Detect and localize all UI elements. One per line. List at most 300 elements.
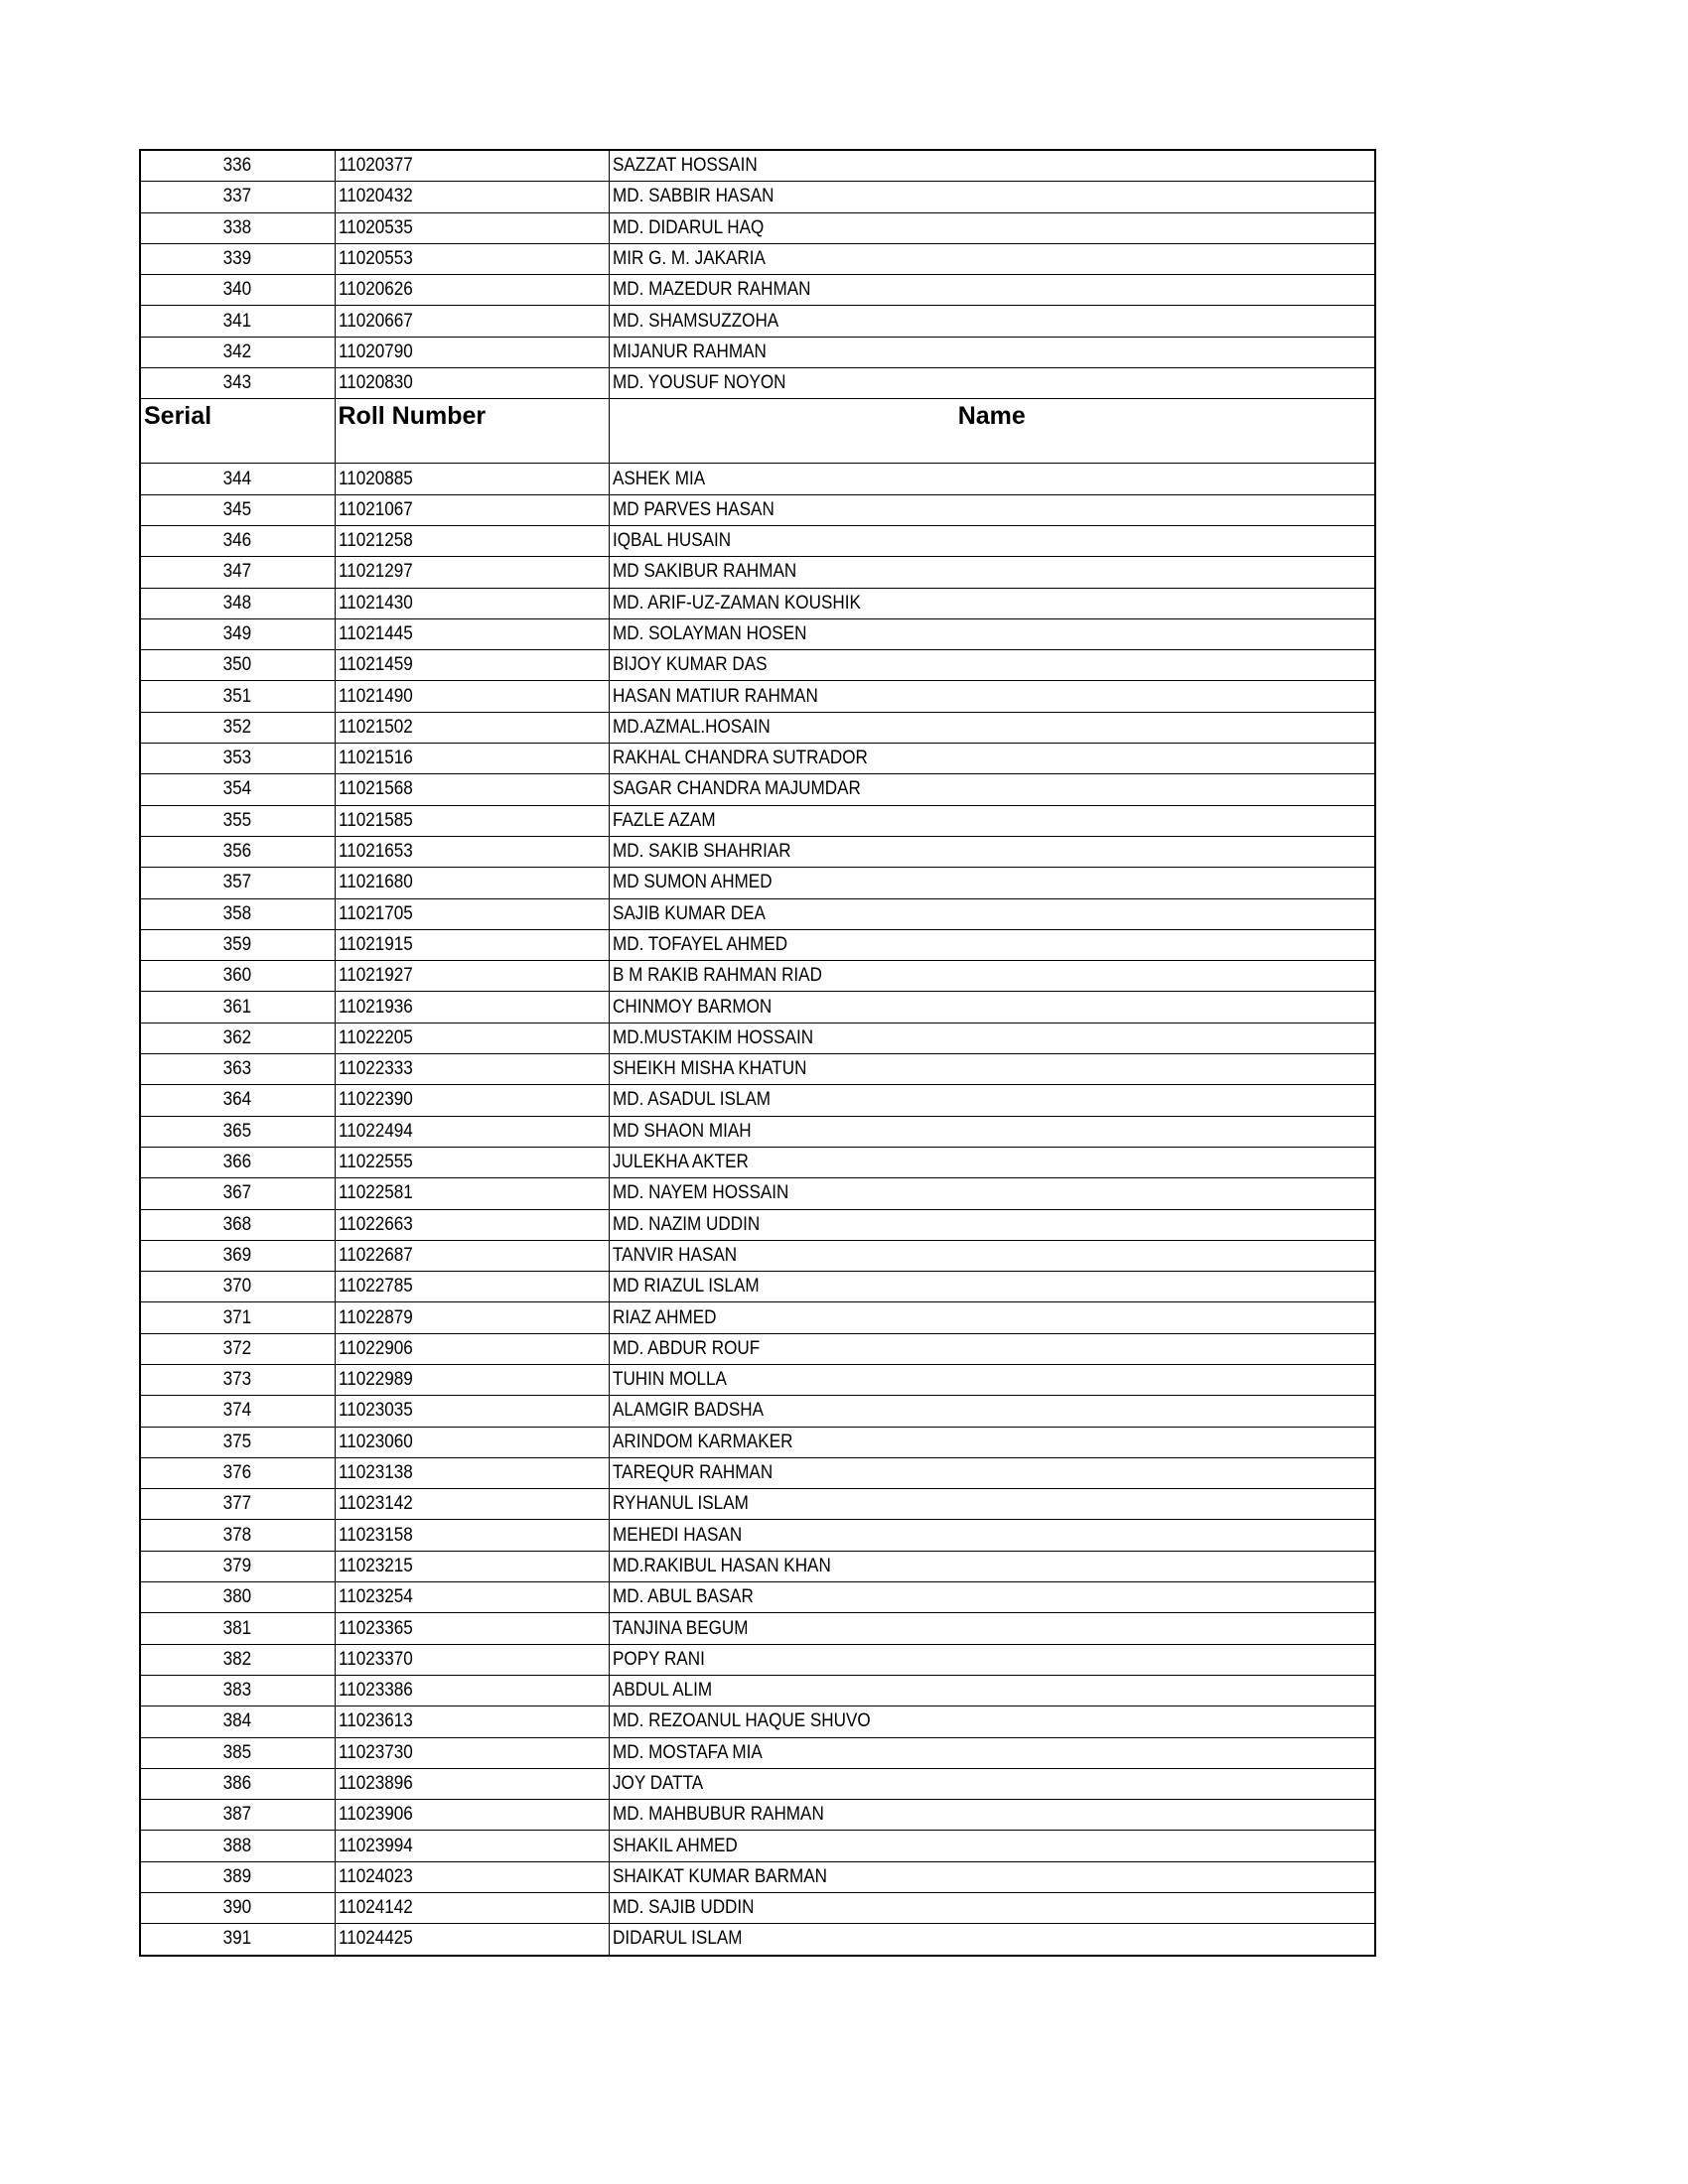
roll-number-cell-text: 11024023 [338,1865,413,1887]
name-cell [609,898,1375,929]
serial-cell-text: 337 [222,186,252,207]
name-cell [609,650,1375,681]
name-cell [609,1706,1375,1737]
name-cell-text: MD. MAHBUBUR RAHMAN [612,1804,824,1826]
roll-number-cell-text: 11023254 [338,1586,413,1608]
table-row [140,1272,1375,1302]
serial-cell [140,337,335,367]
serial-cell [140,961,335,992]
name-cell [609,1272,1375,1302]
name-cell-text: MD. ASADUL ISLAM [612,1089,771,1111]
name-cell [609,1023,1375,1053]
name-cell [609,1489,1375,1520]
serial-cell-text: 375 [222,1431,252,1452]
roll-number-cell-text: 11023035 [338,1400,413,1422]
roll-number-cell [335,1706,609,1737]
name-cell-text: TANVIR HASAN [612,1244,737,1266]
name-cell [609,1209,1375,1240]
name-cell-text: MD. SAKIB SHAHRIAR [612,841,791,863]
roll-number-cell-text: 11023896 [338,1772,413,1794]
table-row [140,992,1375,1023]
serial-cell [140,1551,335,1581]
table-row [140,1240,1375,1271]
roll-number-cell [335,992,609,1023]
serial-cell [140,1520,335,1551]
roll-number-cell-text: 11021927 [338,965,413,987]
serial-cell [140,306,335,337]
roll-number-cell-text: 11020830 [338,372,413,394]
serial-cell [140,1800,335,1831]
name-cell [609,212,1375,243]
table-row [140,1551,1375,1581]
name-cell [609,1147,1375,1177]
serial-cell [140,1396,335,1427]
table-row [140,494,1375,525]
name-cell [609,1178,1375,1209]
table-row [140,1364,1375,1395]
name-cell [609,1924,1375,1956]
roll-number-cell-text: 11021067 [338,498,413,520]
roll-number-cell [335,1737,609,1768]
serial-cell-text: 369 [222,1244,252,1266]
roll-number-cell [335,1768,609,1799]
roll-number-cell-text: 11023365 [338,1617,413,1639]
roll-number-cell [335,868,609,898]
table-body-top [140,150,1375,399]
name-cell [609,1582,1375,1613]
roll-number-cell-text: 11020432 [338,186,413,207]
roll-number-cell-text: 11021680 [338,872,413,893]
table-body-bottom [140,464,1375,1956]
table-row [140,1831,1375,1861]
table-row [140,1893,1375,1924]
serial-cell-text: 348 [222,592,252,614]
serial-cell-text: 381 [222,1617,252,1639]
serial-cell-text: 355 [222,809,252,831]
name-cell [609,588,1375,618]
name-cell [609,1893,1375,1924]
header-name: Name [609,399,1375,464]
serial-cell-text: 378 [222,1524,252,1546]
name-cell [609,961,1375,992]
roll-number-cell [335,805,609,836]
roll-number-cell-text: 11021915 [338,933,413,955]
table-row [140,836,1375,867]
roll-number-cell-text: 11023906 [338,1804,413,1826]
serial-cell-text: 353 [222,748,252,769]
serial-cell [140,618,335,649]
roll-number-cell [335,618,609,649]
roll-number-cell-text: 11020377 [338,155,413,177]
serial-cell [140,898,335,929]
roll-number-cell [335,1023,609,1053]
roll-number-cell [335,337,609,367]
name-cell [609,1427,1375,1457]
name-cell [609,494,1375,525]
serial-cell-text: 338 [222,216,252,238]
table-row [140,1333,1375,1364]
serial-cell [140,1302,335,1333]
roll-number-cell [335,1675,609,1706]
serial-cell [140,1457,335,1488]
name-cell [609,1085,1375,1116]
name-cell [609,1054,1375,1085]
name-cell [609,525,1375,556]
name-cell [609,1457,1375,1488]
name-cell-text: MD. SAJIB UDDIN [612,1897,755,1919]
roll-number-cell [335,494,609,525]
roll-list-table [139,149,1376,1957]
serial-cell [140,868,335,898]
roll-number-cell-text: 11021258 [338,530,413,552]
serial-cell-text: 368 [222,1213,252,1235]
serial-cell-text: 376 [222,1462,252,1484]
name-cell-text: MD. ABDUR ROUF [612,1337,760,1359]
serial-cell-text: 386 [222,1772,252,1794]
table-row [140,1178,1375,1209]
roll-number-cell-text: 11022687 [338,1244,413,1266]
roll-number-cell-text: 11020535 [338,216,413,238]
table-row [140,1613,1375,1644]
name-cell-text: MD. SHAMSUZZOHA [612,310,778,332]
table-row [140,805,1375,836]
roll-number-cell-text: 11020553 [338,248,413,270]
table-row [140,1023,1375,1053]
roll-number-cell-text: 11023613 [338,1710,413,1732]
name-cell [609,368,1375,399]
serial-cell [140,557,335,588]
serial-cell [140,805,335,836]
roll-number-cell-text: 11022906 [338,1337,413,1359]
table-row [140,681,1375,712]
serial-cell-text: 385 [222,1741,252,1763]
header-serial: Serial [140,399,335,464]
serial-cell [140,1364,335,1395]
table-row [140,898,1375,929]
name-cell [609,1613,1375,1644]
name-cell [609,1675,1375,1706]
name-cell-text: MD SHAON MIAH [612,1120,752,1142]
serial-cell [140,650,335,681]
roll-number-cell-text: 11021936 [338,996,413,1018]
serial-cell [140,1209,335,1240]
name-cell [609,1364,1375,1395]
serial-cell-text: 371 [222,1306,252,1328]
name-cell-text: MD SUMON AHMED [612,872,773,893]
name-cell [609,929,1375,960]
table-row [140,774,1375,805]
roll-number-cell [335,1116,609,1147]
serial-cell-text: 380 [222,1586,252,1608]
roll-number-cell [335,929,609,960]
serial-cell-text: 373 [222,1369,252,1391]
table-row [140,961,1375,992]
serial-cell-text: 370 [222,1276,252,1297]
table-row [140,275,1375,306]
serial-cell-text: 358 [222,902,252,924]
roll-number-cell-text: 11021705 [338,902,413,924]
name-cell-text: TAREQUR RAHMAN [612,1462,773,1484]
serial-cell [140,182,335,212]
roll-number-cell [335,557,609,588]
roll-number-cell [335,1396,609,1427]
serial-cell [140,992,335,1023]
name-cell-text: JOY DATTA [612,1772,703,1794]
name-cell [609,836,1375,867]
serial-cell-text: 374 [222,1400,252,1422]
serial-cell [140,929,335,960]
name-cell-text: MD. SABBIR HASAN [612,186,774,207]
roll-number-cell-text: 11023386 [338,1680,413,1702]
roll-number-cell-text: 11022663 [338,1213,413,1235]
serial-cell-text: 362 [222,1026,252,1048]
name-cell [609,1800,1375,1831]
name-cell-text: MD. REZOANUL HAQUE SHUVO [612,1710,871,1732]
name-cell-text: FAZLE AZAM [612,809,716,831]
roll-number-cell [335,1457,609,1488]
roll-number-cell [335,650,609,681]
name-cell [609,774,1375,805]
name-cell-text: MD. ARIF-UZ-ZAMAN KOUSHIK [612,592,861,614]
roll-number-cell [335,1240,609,1271]
serial-cell [140,1737,335,1768]
name-cell [609,1768,1375,1799]
roll-number-cell [335,1209,609,1240]
serial-cell [140,1582,335,1613]
roll-number-cell [335,306,609,337]
name-cell-text: B M RAKIB RAHMAN RIAD [612,965,822,987]
header-row [140,399,1375,464]
roll-number-cell [335,1054,609,1085]
serial-cell [140,1054,335,1085]
table-row [140,1302,1375,1333]
roll-number-cell [335,525,609,556]
roll-number-cell [335,681,609,712]
serial-cell-text: 345 [222,498,252,520]
roll-number-cell [335,368,609,399]
name-cell-text: RIAZ AHMED [612,1306,717,1328]
serial-cell [140,744,335,774]
roll-number-cell-text: 11023158 [338,1524,413,1546]
serial-cell [140,1893,335,1924]
serial-cell [140,1489,335,1520]
roll-number-cell [335,1272,609,1302]
name-cell-text: MD SAKIBUR RAHMAN [612,561,796,583]
serial-cell-text: 363 [222,1058,252,1080]
name-cell-text: MD. NAYEM HOSSAIN [612,1182,788,1204]
roll-number-cell-text: 11021430 [338,592,413,614]
serial-cell-text: 354 [222,778,252,800]
name-cell-text: ARINDOM KARMAKER [612,1431,792,1452]
serial-cell-text: 383 [222,1680,252,1702]
serial-cell-text: 352 [222,716,252,738]
serial-cell-text: 336 [222,155,252,177]
table-row [140,650,1375,681]
name-cell-text: POPY RANI [612,1648,705,1670]
roll-number-cell [335,1644,609,1675]
name-cell-text: ABDUL ALIM [612,1680,712,1702]
roll-number-cell [335,961,609,992]
roll-number-cell [335,1861,609,1892]
name-cell-text: MD RIAZUL ISLAM [612,1276,760,1297]
name-cell [609,337,1375,367]
serial-cell-text: 384 [222,1710,252,1732]
roll-number-cell-text: 11023994 [338,1835,413,1856]
name-cell [609,712,1375,743]
table-row [140,212,1375,243]
table-row [140,1085,1375,1116]
table-row [140,243,1375,274]
name-cell-text: ALAMGIR BADSHA [612,1400,764,1422]
name-cell-text: MD. ABUL BASAR [612,1586,754,1608]
name-cell-text: MIR G. M. JAKARIA [612,248,766,270]
serial-cell-text: 343 [222,372,252,394]
serial-cell [140,1023,335,1053]
serial-cell-text: 372 [222,1337,252,1359]
roll-number-cell-text: 11022390 [338,1089,413,1111]
name-cell-text: MD. TOFAYEL AHMED [612,933,787,955]
name-cell-text: SHAKIL AHMED [612,1835,738,1856]
table-row [140,1675,1375,1706]
table-row [140,1768,1375,1799]
table-row [140,712,1375,743]
name-cell [609,150,1375,182]
serial-cell [140,525,335,556]
serial-cell [140,1861,335,1892]
roll-number-cell-text: 11022555 [338,1152,413,1173]
table-row [140,1427,1375,1457]
serial-cell-text: 366 [222,1152,252,1173]
serial-cell [140,275,335,306]
roll-number-cell [335,1831,609,1861]
serial-cell-text: 390 [222,1897,252,1919]
serial-cell-text: 388 [222,1835,252,1856]
table-row [140,1924,1375,1956]
table-row [140,618,1375,649]
table-row [140,1116,1375,1147]
name-cell-text: MD. YOUSUF NOYON [612,372,786,394]
serial-cell-text: 361 [222,996,252,1018]
name-cell-text: MD PARVES HASAN [612,498,774,520]
serial-cell-text: 360 [222,965,252,987]
name-cell-text: SHEIKH MISHA KHATUN [612,1058,806,1080]
serial-cell [140,1116,335,1147]
roll-number-cell [335,1364,609,1395]
table-row [140,1054,1375,1085]
roll-number-cell [335,1147,609,1177]
roll-number-cell-text: 11020885 [338,468,413,489]
roll-number-cell [335,150,609,182]
roll-number-cell-text: 11022581 [338,1182,413,1204]
serial-cell-text: 344 [222,468,252,489]
name-cell [609,1116,1375,1147]
serial-cell [140,1272,335,1302]
table-row [140,150,1375,182]
roll-number-cell [335,744,609,774]
name-cell [609,275,1375,306]
serial-cell-text: 339 [222,248,252,270]
roll-number-cell [335,1178,609,1209]
serial-cell-text: 379 [222,1555,252,1576]
serial-cell-text: 341 [222,310,252,332]
roll-number-cell-text: 11022989 [338,1369,413,1391]
serial-cell [140,494,335,525]
name-cell-text: MIJANUR RAHMAN [612,341,767,362]
name-cell [609,1396,1375,1427]
name-cell [609,618,1375,649]
name-cell-text: MD. NAZIM UDDIN [612,1213,760,1235]
serial-cell [140,1427,335,1457]
serial-cell-text: 351 [222,685,252,707]
name-cell-text: HASAN MATIUR RAHMAN [612,685,818,707]
roll-number-cell [335,836,609,867]
roll-number-cell-text: 11020667 [338,310,413,332]
serial-cell [140,1333,335,1364]
name-cell-text: IQBAL HUSAIN [612,530,731,552]
name-cell [609,1861,1375,1892]
serial-cell [140,1831,335,1861]
name-cell-text: MD.MUSTAKIM HOSSAIN [612,1026,813,1048]
roll-number-cell [335,1427,609,1457]
serial-cell-text: 349 [222,623,252,644]
roll-number-cell [335,182,609,212]
table-header [140,399,1375,464]
name-cell [609,1333,1375,1364]
table-row [140,525,1375,556]
name-cell [609,805,1375,836]
roll-number-cell-text: 11022879 [338,1306,413,1328]
roll-number-cell [335,1924,609,1956]
roll-number-cell-text: 11023060 [338,1431,413,1452]
roll-number-cell-text: 11024142 [338,1897,413,1919]
table-row [140,1644,1375,1675]
roll-number-cell-text: 11023215 [338,1555,413,1576]
table-row [140,1209,1375,1240]
serial-cell [140,150,335,182]
roll-number-cell-text: 11022205 [338,1026,413,1048]
roll-number-cell-text: 11024425 [338,1928,413,1950]
roll-number-cell [335,1520,609,1551]
roll-number-cell-text: 11023138 [338,1462,413,1484]
table-row [140,306,1375,337]
name-cell-text: ASHEK MIA [612,468,705,489]
serial-cell [140,588,335,618]
name-cell [609,557,1375,588]
name-cell [609,1240,1375,1271]
serial-cell [140,243,335,274]
name-cell [609,1831,1375,1861]
name-cell-text: BIJOY KUMAR DAS [612,654,768,676]
roll-number-cell [335,1302,609,1333]
serial-cell [140,464,335,494]
serial-cell-text: 365 [222,1120,252,1142]
name-cell-text: MD.AZMAL.HOSAIN [612,716,771,738]
name-cell [609,992,1375,1023]
serial-cell-text: 340 [222,279,252,301]
serial-cell-text: 389 [222,1865,252,1887]
roll-number-cell-text: 11022785 [338,1276,413,1297]
name-cell [609,464,1375,494]
name-cell-text: CHINMOY BARMON [612,996,772,1018]
table-row [140,744,1375,774]
serial-cell-text: 350 [222,654,252,676]
serial-cell [140,1147,335,1177]
roll-number-cell-text: 11022333 [338,1058,413,1080]
name-cell [609,1644,1375,1675]
name-cell [609,1520,1375,1551]
roll-number-cell [335,1800,609,1831]
serial-cell-text: 347 [222,561,252,583]
